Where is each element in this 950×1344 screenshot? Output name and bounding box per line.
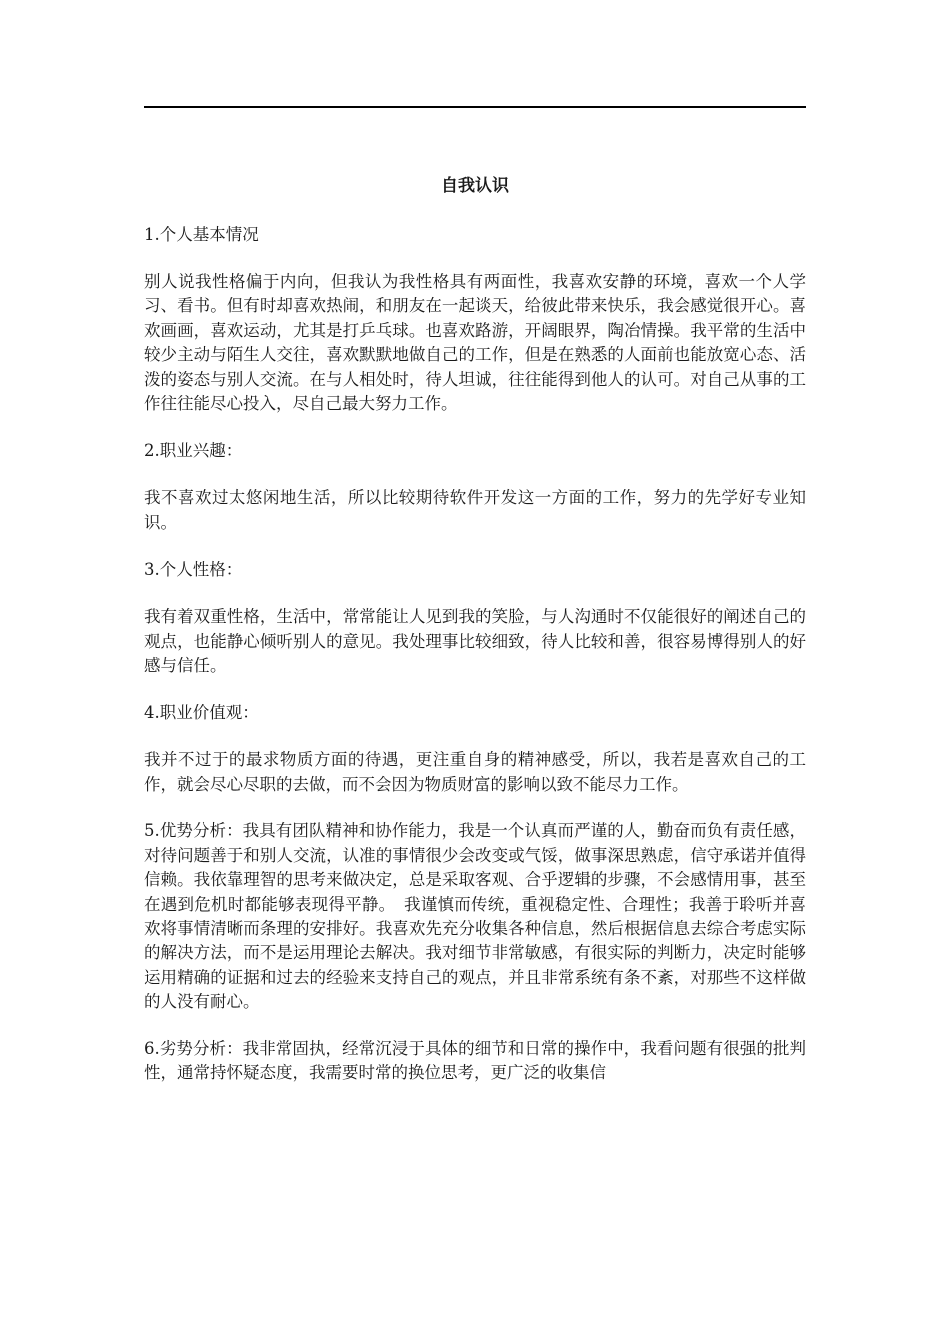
document-content: [144, 172, 806, 1085]
section-4-body: 我并不过于的最求物质方面的待遇，更注重自身的精神感受，所以，我若是喜欢自己的工作，就会尽心尽职的去做，而不会因为物质财富的影响以致不能尽力工作。: [144, 750, 806, 794]
section-5-body: 5.优势分析：我具有团队精神和协作能力，我是一个认真而严谨的人，勤奋而负有责任感，对待问题善于和别人交流，认准的事情很少会改变或气馁，做事深思熟虑，信守承诺并值得信赖。我依靠理智的思考来做决定，总是采取客观、合乎逻辑的步骤，不会感情用事，甚至在遇到危机时都能够表现得平静。 我谨慎而传统，重视稳定性、合理性；我善于聆听并喜欢将事情清晰而条理的安排好。我喜欢先充分收集各种信息，然后根据信息去综合考虑实际的解决方法，而不是运用理论去解决。我对细节非常敏感，有很实际的判断力，决定时能够运用精确的证据和过去的经验来支持自己的观点，并且非常系统有条不紊，对那些不这样做的人没有耐心。: [144, 821, 806, 1012]
header-rule: [144, 106, 806, 108]
section-1-heading: 1.个人基本情况: [144, 225, 259, 244]
section-2-body: 我不喜欢过太悠闲地生活，所以比较期待软件开发这一方面的工作，努力的先学好专业知识。: [144, 488, 806, 532]
section-1-body: 别人说我性格偏于内向，但我认为我性格具有两面性，我喜欢安静的环境，喜欢一个人学习、看书。但有时却喜欢热闹，和朋友在一起谈天，给彼此带来快乐，我会感觉很开心。喜欢画画，喜欢运动，尤其是打乒乓球。也喜欢路游，开阔眼界，陶冶情操。我平常的生活中较少主动与陌生人交往，喜欢默默地做自己的工作，但是在熟悉的人面前也能放宽心态、活泼的姿态与别人交流。在与人相处时，待人坦诚，往往能得到他人的认可。对自己从事的工作往往能尽心投入，尽自己最大努力工作。: [144, 272, 806, 414]
section-3-body: 我有着双重性格，生活中，常常能让人见到我的笑脸，与人沟通时不仅能很好的阐述自己的观点，也能静心倾听别人的意见。我处理事比较细致，待人比较和善，很容易博得别人的好感与信任。: [144, 607, 806, 676]
section-4-heading: 4.职业价值观：: [144, 703, 259, 723]
section-3-heading: 3.个人性格：: [144, 560, 243, 580]
document-title: 自我认识: [441, 176, 509, 196]
section-2-heading: 2.职业兴趣：: [144, 441, 243, 461]
section-6-body: 6.劣势分析：我非常固执，经常沉浸于具体的细节和日常的操作中，我看问题有很强的批判性，通常持怀疑态度，我需要时常的换位思考，更广泛的收集信: [144, 1038, 806, 1082]
